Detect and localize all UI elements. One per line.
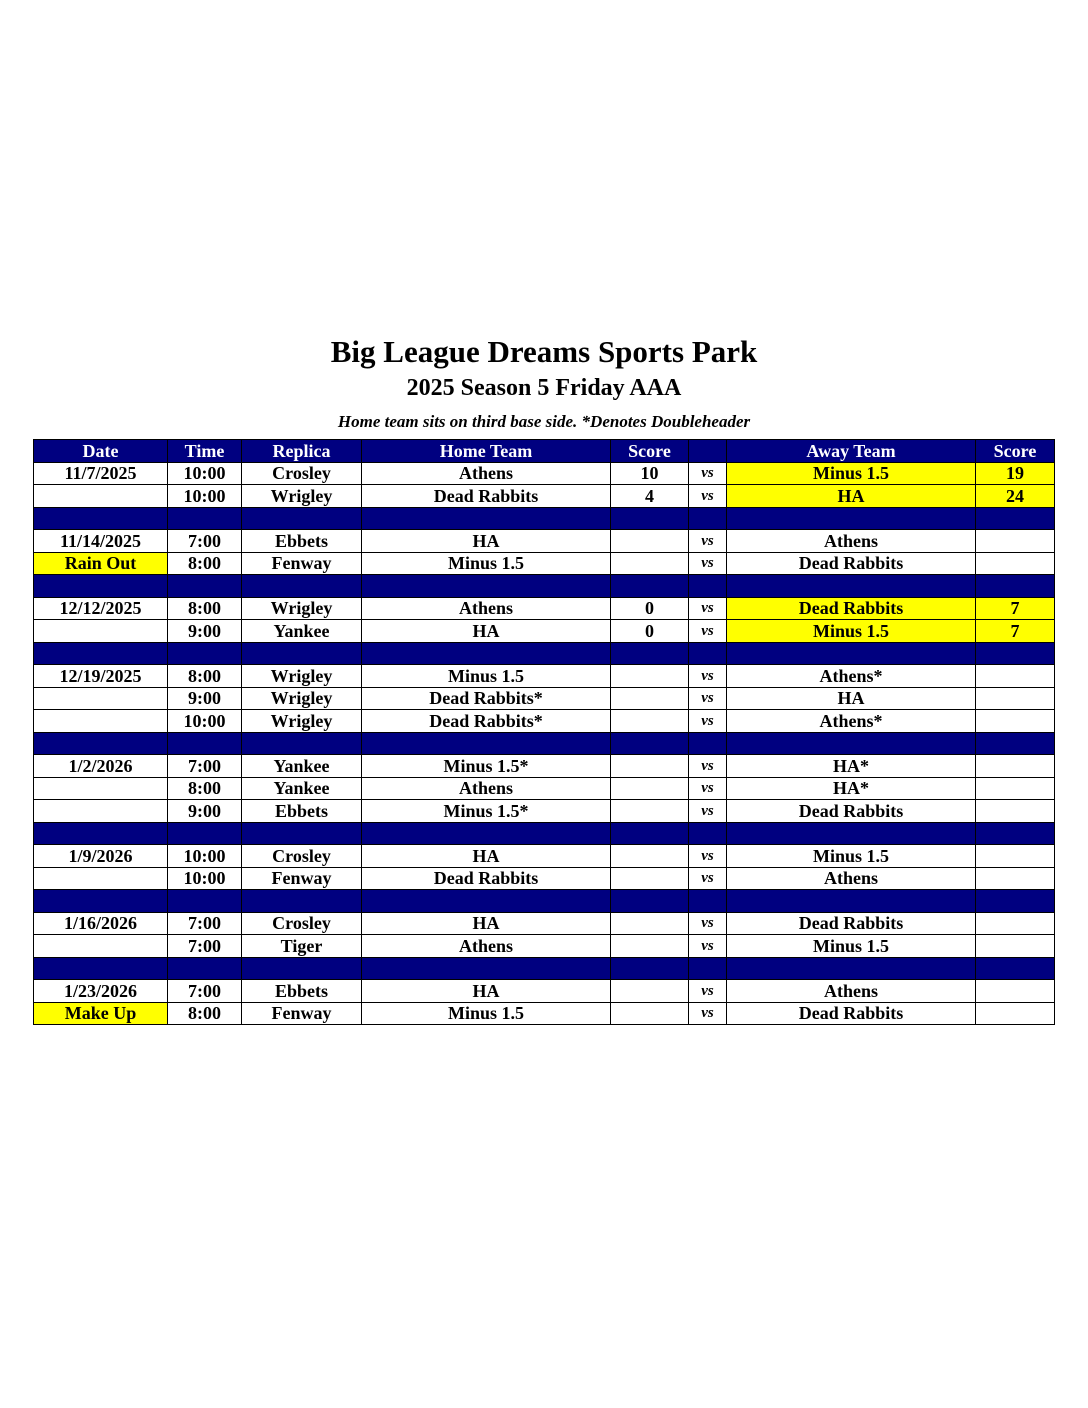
separator-cell: [689, 890, 727, 913]
home-team-cell: HA: [362, 980, 611, 1003]
home-team-cell: Minus 1.5*: [362, 755, 611, 778]
separator-cell: [34, 732, 168, 755]
separator-cell: [168, 507, 242, 530]
vs-cell: vs: [689, 1002, 727, 1025]
col-header-home-score: Score: [611, 440, 689, 463]
separator-cell: [689, 507, 727, 530]
time-cell: 10:00: [168, 710, 242, 733]
separator-cell: [168, 957, 242, 980]
away-team-cell: Dead Rabbits: [727, 552, 976, 575]
replica-cell: Fenway: [242, 867, 362, 890]
date-cell: 1/2/2026: [34, 755, 168, 778]
schedule-body: [34, 462, 1055, 1025]
separator-cell: [611, 890, 689, 913]
separator-cell: [976, 822, 1055, 845]
game-row: [34, 665, 1055, 688]
separator-cell: [242, 890, 362, 913]
col-header-away-team: Away Team: [727, 440, 976, 463]
time-cell: 9:00: [168, 620, 242, 643]
vs-cell: vs: [689, 597, 727, 620]
vs-cell: vs: [689, 980, 727, 1003]
separator-cell: [976, 507, 1055, 530]
separator-cell: [242, 642, 362, 665]
date-cell: 1/9/2026: [34, 845, 168, 868]
away-score-cell: [976, 845, 1055, 868]
col-header-replica: Replica: [242, 440, 362, 463]
replica-cell: Yankee: [242, 755, 362, 778]
home-team-cell: Athens: [362, 462, 611, 485]
time-cell: 8:00: [168, 777, 242, 800]
replica-cell: Yankee: [242, 620, 362, 643]
home-score-cell: 4: [611, 485, 689, 508]
away-team-cell: Dead Rabbits: [727, 800, 976, 823]
away-team-cell: HA*: [727, 777, 976, 800]
separator-cell: [168, 732, 242, 755]
away-team-cell: Minus 1.5: [727, 462, 976, 485]
replica-cell: Crosley: [242, 462, 362, 485]
game-row: [34, 552, 1055, 575]
time-cell: 7:00: [168, 935, 242, 958]
time-cell: 7:00: [168, 530, 242, 553]
separator-cell: [242, 957, 362, 980]
replica-cell: Ebbets: [242, 530, 362, 553]
separator-cell: [976, 890, 1055, 913]
replica-cell: Tiger: [242, 935, 362, 958]
home-team-cell: Minus 1.5: [362, 665, 611, 688]
vs-cell: vs: [689, 462, 727, 485]
time-cell: 7:00: [168, 755, 242, 778]
doubleheader-note: Home team sits on third base side. *Denotes Doubleheader: [337, 412, 751, 431]
date-cell: 12/12/2025: [34, 597, 168, 620]
vs-cell: vs: [689, 485, 727, 508]
away-score-cell: [976, 755, 1055, 778]
separator-cell: [168, 890, 242, 913]
date-cell: [34, 620, 168, 643]
away-score-cell: 19: [976, 462, 1055, 485]
game-row: [34, 1002, 1055, 1025]
separator-cell: [727, 957, 976, 980]
separator-cell: [611, 575, 689, 598]
home-score-cell: [611, 755, 689, 778]
vs-cell: vs: [689, 620, 727, 643]
replica-cell: Wrigley: [242, 485, 362, 508]
date-cell: 11/14/2025: [34, 530, 168, 553]
separator-cell: [689, 732, 727, 755]
replica-cell: Wrigley: [242, 665, 362, 688]
game-row: [34, 710, 1055, 733]
home-score-cell: 0: [611, 620, 689, 643]
game-row: [34, 530, 1055, 553]
game-row: [34, 867, 1055, 890]
game-row: [34, 980, 1055, 1003]
replica-cell: Fenway: [242, 1002, 362, 1025]
schedule-table: [33, 439, 1055, 1025]
away-team-cell: Minus 1.5: [727, 845, 976, 868]
time-cell: 7:00: [168, 980, 242, 1003]
game-row: [34, 485, 1055, 508]
away-team-cell: HA: [727, 485, 976, 508]
home-score-cell: [611, 687, 689, 710]
home-team-cell: Minus 1.5: [362, 552, 611, 575]
home-score-cell: [611, 980, 689, 1003]
time-cell: 10:00: [168, 462, 242, 485]
season-subtitle: 2025 Season 5 Friday AAA: [406, 375, 682, 401]
week-separator-row: [34, 642, 1055, 665]
separator-cell: [242, 507, 362, 530]
separator-cell: [727, 890, 976, 913]
week-separator-row: [34, 957, 1055, 980]
separator-cell: [976, 732, 1055, 755]
away-score-cell: [976, 552, 1055, 575]
home-team-cell: Minus 1.5*: [362, 800, 611, 823]
separator-cell: [34, 890, 168, 913]
separator-cell: [689, 957, 727, 980]
week-separator-row: [34, 507, 1055, 530]
away-score-cell: [976, 912, 1055, 935]
away-team-cell: HA*: [727, 755, 976, 778]
separator-cell: [362, 732, 611, 755]
game-row: [34, 845, 1055, 868]
home-team-cell: HA: [362, 845, 611, 868]
away-score-cell: [976, 935, 1055, 958]
time-cell: 8:00: [168, 665, 242, 688]
replica-cell: Yankee: [242, 777, 362, 800]
game-row: [34, 912, 1055, 935]
separator-cell: [242, 822, 362, 845]
date-cell: [34, 687, 168, 710]
home-score-cell: [611, 800, 689, 823]
separator-cell: [168, 642, 242, 665]
date-cell: [34, 800, 168, 823]
home-score-cell: [611, 710, 689, 733]
vs-cell: vs: [689, 845, 727, 868]
date-cell: 1/23/2026: [34, 980, 168, 1003]
time-cell: 8:00: [168, 552, 242, 575]
separator-cell: [611, 507, 689, 530]
home-team-cell: Athens: [362, 597, 611, 620]
vs-cell: vs: [689, 530, 727, 553]
vs-cell: vs: [689, 800, 727, 823]
col-header-time: Time: [168, 440, 242, 463]
away-team-cell: Dead Rabbits: [727, 597, 976, 620]
vs-cell: vs: [689, 710, 727, 733]
home-team-cell: Minus 1.5: [362, 1002, 611, 1025]
game-row: [34, 687, 1055, 710]
home-team-cell: HA: [362, 912, 611, 935]
week-separator-row: [34, 575, 1055, 598]
replica-cell: Ebbets: [242, 800, 362, 823]
game-row: [34, 800, 1055, 823]
separator-cell: [362, 642, 611, 665]
date-cell: [34, 710, 168, 733]
replica-cell: Crosley: [242, 845, 362, 868]
separator-cell: [689, 822, 727, 845]
away-team-cell: Minus 1.5: [727, 620, 976, 643]
game-row: [34, 935, 1055, 958]
separator-cell: [34, 642, 168, 665]
separator-cell: [611, 642, 689, 665]
separator-cell: [689, 575, 727, 598]
separator-cell: [242, 732, 362, 755]
time-cell: 7:00: [168, 912, 242, 935]
home-team-cell: Athens: [362, 777, 611, 800]
vs-cell: vs: [689, 687, 727, 710]
replica-cell: Wrigley: [242, 687, 362, 710]
date-cell: [34, 777, 168, 800]
away-score-cell: [976, 687, 1055, 710]
home-team-cell: Athens: [362, 935, 611, 958]
time-cell: 8:00: [168, 1002, 242, 1025]
away-team-cell: Minus 1.5: [727, 935, 976, 958]
time-cell: 9:00: [168, 800, 242, 823]
home-score-cell: [611, 935, 689, 958]
game-row: [34, 462, 1055, 485]
date-cell: 1/16/2026: [34, 912, 168, 935]
separator-cell: [611, 822, 689, 845]
away-team-cell: Athens: [727, 980, 976, 1003]
separator-cell: [362, 507, 611, 530]
separator-cell: [362, 890, 611, 913]
col-header-home-team: Home Team: [362, 440, 611, 463]
replica-cell: Wrigley: [242, 710, 362, 733]
separator-cell: [727, 575, 976, 598]
separator-cell: [34, 575, 168, 598]
away-team-cell: Athens*: [727, 710, 976, 733]
date-cell: 12/19/2025: [34, 665, 168, 688]
home-team-cell: Dead Rabbits: [362, 485, 611, 508]
game-row: [34, 777, 1055, 800]
home-score-cell: [611, 530, 689, 553]
away-score-cell: [976, 1002, 1055, 1025]
time-cell: 8:00: [168, 597, 242, 620]
week-separator-row: [34, 732, 1055, 755]
away-team-cell: Athens: [727, 867, 976, 890]
home-score-cell: 10: [611, 462, 689, 485]
date-cell: Rain Out: [34, 552, 168, 575]
home-score-cell: [611, 1002, 689, 1025]
date-cell: [34, 485, 168, 508]
separator-cell: [362, 957, 611, 980]
vs-cell: vs: [689, 912, 727, 935]
away-score-cell: [976, 980, 1055, 1003]
table-header-row: [34, 440, 1055, 463]
time-cell: 10:00: [168, 485, 242, 508]
home-team-cell: Dead Rabbits*: [362, 687, 611, 710]
col-header-date: Date: [34, 440, 168, 463]
away-score-cell: 7: [976, 597, 1055, 620]
col-header-vs: [689, 440, 727, 463]
home-score-cell: 0: [611, 597, 689, 620]
away-team-cell: Athens*: [727, 665, 976, 688]
separator-cell: [242, 575, 362, 598]
away-team-cell: Dead Rabbits: [727, 1002, 976, 1025]
separator-cell: [362, 822, 611, 845]
time-cell: 9:00: [168, 687, 242, 710]
separator-cell: [727, 507, 976, 530]
away-score-cell: [976, 530, 1055, 553]
home-team-cell: HA: [362, 620, 611, 643]
away-team-cell: Dead Rabbits: [727, 912, 976, 935]
separator-cell: [611, 957, 689, 980]
separator-cell: [727, 822, 976, 845]
vs-cell: vs: [689, 552, 727, 575]
game-row: [34, 620, 1055, 643]
replica-cell: Ebbets: [242, 980, 362, 1003]
date-cell: [34, 867, 168, 890]
home-team-cell: Dead Rabbits: [362, 867, 611, 890]
away-score-cell: [976, 800, 1055, 823]
vs-cell: vs: [689, 665, 727, 688]
separator-cell: [727, 642, 976, 665]
separator-cell: [976, 575, 1055, 598]
vs-cell: vs: [689, 755, 727, 778]
away-team-cell: Athens: [727, 530, 976, 553]
separator-cell: [976, 642, 1055, 665]
separator-cell: [611, 732, 689, 755]
home-score-cell: [611, 912, 689, 935]
replica-cell: Fenway: [242, 552, 362, 575]
home-score-cell: [611, 552, 689, 575]
vs-cell: vs: [689, 777, 727, 800]
separator-cell: [34, 822, 168, 845]
week-separator-row: [34, 822, 1055, 845]
game-row: [34, 755, 1055, 778]
replica-cell: Crosley: [242, 912, 362, 935]
separator-cell: [362, 575, 611, 598]
home-team-cell: Dead Rabbits*: [362, 710, 611, 733]
home-score-cell: [611, 665, 689, 688]
away-score-cell: [976, 665, 1055, 688]
home-team-cell: HA: [362, 530, 611, 553]
week-separator-row: [34, 890, 1055, 913]
replica-cell: Wrigley: [242, 597, 362, 620]
game-row: [34, 597, 1055, 620]
away-score-cell: [976, 777, 1055, 800]
separator-cell: [976, 957, 1055, 980]
separator-cell: [168, 822, 242, 845]
away-score-cell: [976, 710, 1055, 733]
date-cell: [34, 935, 168, 958]
vs-cell: vs: [689, 935, 727, 958]
separator-cell: [34, 957, 168, 980]
home-score-cell: [611, 867, 689, 890]
home-score-cell: [611, 845, 689, 868]
home-score-cell: [611, 777, 689, 800]
date-cell: Make Up: [34, 1002, 168, 1025]
away-score-cell: [976, 867, 1055, 890]
separator-cell: [168, 575, 242, 598]
separator-cell: [34, 507, 168, 530]
away-score-cell: 7: [976, 620, 1055, 643]
date-cell: 11/7/2025: [34, 462, 168, 485]
time-cell: 10:00: [168, 867, 242, 890]
vs-cell: vs: [689, 867, 727, 890]
col-header-away-score: Score: [976, 440, 1055, 463]
away-score-cell: 24: [976, 485, 1055, 508]
page-title: Big League Dreams Sports Park: [330, 334, 758, 369]
separator-cell: [689, 642, 727, 665]
time-cell: 10:00: [168, 845, 242, 868]
away-team-cell: HA: [727, 687, 976, 710]
separator-cell: [727, 732, 976, 755]
